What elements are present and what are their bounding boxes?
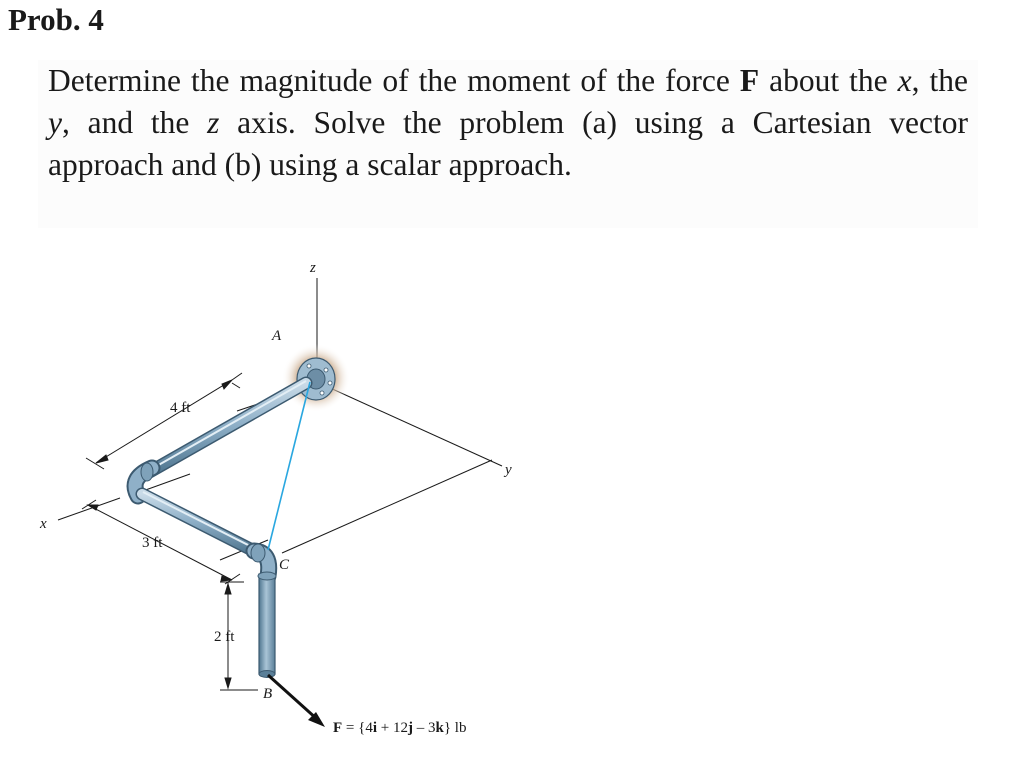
dimension-2ft-label: 2 ft: [214, 629, 235, 645]
force-equation: F = {4i + 12j – 3k} lb: [333, 720, 467, 736]
point-a-label: A: [272, 328, 282, 344]
z-axis-label: z: [310, 260, 316, 276]
x-axis-label: x: [40, 516, 47, 532]
force-arrow: [268, 675, 325, 727]
y-axis-label: y: [505, 462, 512, 478]
dimension-4ft-line: [96, 380, 232, 463]
pipe-segment-vertical: [258, 572, 276, 678]
dimension-4ft-label: 4 ft: [170, 400, 191, 416]
point-c-label: C: [279, 557, 290, 573]
problem-label: Prob. 4: [8, 2, 104, 37]
pipe-elbow-2: [251, 544, 269, 576]
statement-text: Determine the magnitude of the moment of the force F about the x, the y, and the z axis. Solve the problem (a) using a Cartesian vector approach and (b) using a scalar approach.: [48, 63, 969, 182]
point-b-label: B: [263, 686, 273, 702]
dimension-3ft-label: 3 ft: [142, 535, 163, 551]
pipe-segment-upper: [146, 381, 306, 474]
construction-line: [282, 460, 492, 553]
coordinate-axes: [58, 278, 502, 560]
